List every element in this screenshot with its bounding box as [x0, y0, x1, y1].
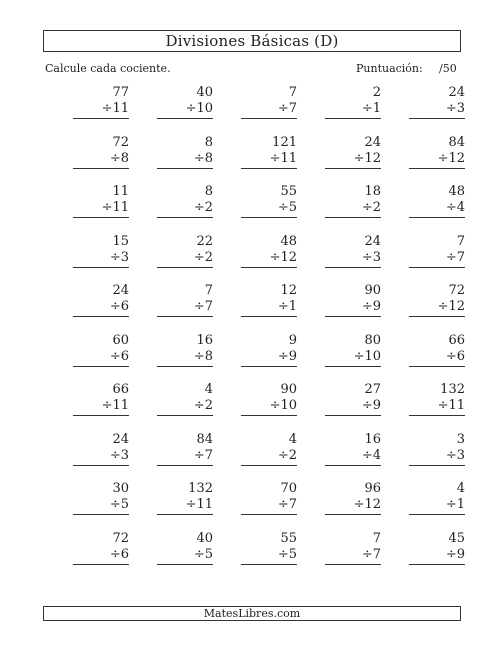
dividend: 84	[448, 134, 465, 150]
division-problem-stack	[73, 432, 129, 466]
divisor: ÷5	[241, 200, 297, 218]
divisor: ÷1	[241, 299, 297, 317]
division-problem	[297, 531, 381, 581]
divisor: ÷9	[325, 398, 381, 416]
dividend: 24	[112, 431, 129, 447]
dividend: 18	[364, 184, 381, 199]
divisor: ÷7	[157, 448, 213, 466]
division-problem-stack	[157, 283, 213, 317]
division-problem-stack	[73, 135, 129, 169]
divisor: ÷8	[73, 151, 129, 169]
division-problem	[129, 184, 213, 234]
division-problem	[213, 234, 297, 284]
dividend: 4	[456, 481, 465, 496]
division-problem	[45, 432, 129, 482]
problem-row	[45, 234, 465, 284]
divisor: ÷6	[73, 547, 129, 565]
dividend: 48	[448, 184, 465, 199]
dividend: 24	[364, 233, 381, 249]
problem-row	[45, 135, 465, 185]
divisor: ÷1	[325, 101, 381, 119]
division-problem-stack	[157, 333, 213, 367]
division-problem-stack	[73, 234, 129, 268]
divisor: ÷11	[73, 200, 129, 218]
divisor: ÷5	[73, 497, 129, 515]
footer-box	[43, 606, 461, 621]
dividend: 72	[112, 530, 129, 546]
dividend: 40	[196, 530, 213, 546]
division-problem	[381, 531, 465, 581]
division-problem	[297, 184, 381, 234]
division-problem-stack	[157, 85, 213, 119]
dividend: 22	[196, 233, 213, 249]
division-problem-stack	[325, 135, 381, 169]
division-problem-stack	[73, 184, 129, 218]
dividend: 72	[112, 134, 129, 150]
dividend: 96	[364, 481, 381, 496]
division-problem	[45, 184, 129, 234]
division-problem-stack	[73, 382, 129, 416]
divisor: ÷8	[157, 349, 213, 367]
divisor: ÷6	[409, 349, 465, 367]
division-problem	[129, 234, 213, 284]
division-problem-stack	[409, 234, 465, 268]
division-problem	[381, 382, 465, 432]
division-problem	[213, 85, 297, 135]
problem-row	[45, 333, 465, 383]
problem-row	[45, 481, 465, 531]
divisor: ÷2	[241, 448, 297, 466]
division-problem	[213, 531, 297, 581]
division-problem	[213, 432, 297, 482]
division-problem	[297, 432, 381, 482]
division-problem-stack	[409, 333, 465, 367]
divisor: ÷2	[157, 250, 213, 268]
division-problem	[297, 234, 381, 284]
divisor: ÷7	[241, 497, 297, 515]
division-problem-stack	[157, 234, 213, 268]
divisor: ÷3	[73, 250, 129, 268]
division-problem	[381, 432, 465, 482]
division-problem	[45, 85, 129, 135]
division-problem-stack	[325, 481, 381, 515]
division-problem	[129, 135, 213, 185]
divisor: ÷12	[241, 250, 297, 268]
division-problem-stack	[241, 234, 297, 268]
problem-row	[45, 184, 465, 234]
problem-row	[45, 283, 465, 333]
division-problem	[213, 382, 297, 432]
division-problem-stack	[241, 135, 297, 169]
division-problem-stack	[157, 531, 213, 565]
division-problem-stack	[409, 184, 465, 218]
dividend: 4	[288, 431, 297, 447]
divisor: ÷6	[73, 299, 129, 317]
division-problem	[129, 85, 213, 135]
dividend: 55	[280, 530, 297, 546]
divisor: ÷8	[157, 151, 213, 169]
problem-grid	[45, 85, 465, 580]
division-problem-stack	[73, 333, 129, 367]
division-problem	[381, 283, 465, 333]
divisor: ÷7	[157, 299, 213, 317]
division-problem-stack	[241, 283, 297, 317]
division-problem-stack	[325, 432, 381, 466]
dividend: 30	[112, 481, 129, 496]
division-problem	[381, 135, 465, 185]
division-problem-stack	[157, 184, 213, 218]
divisor: ÷11	[73, 101, 129, 119]
dividend: 27	[364, 382, 381, 397]
dividend: 24	[364, 134, 381, 150]
dividend: 3	[456, 431, 465, 447]
score-label: Puntuación:	[356, 62, 423, 75]
division-problem-stack	[409, 382, 465, 416]
division-problem	[45, 481, 129, 531]
division-problem-stack	[325, 85, 381, 119]
division-problem-stack	[409, 481, 465, 515]
problem-row	[45, 382, 465, 432]
worksheet-title: Divisiones Básicas (D)	[165, 32, 339, 50]
divisor: ÷3	[409, 448, 465, 466]
division-problem-stack	[325, 234, 381, 268]
division-problem-stack	[73, 85, 129, 119]
divisor: ÷9	[409, 547, 465, 565]
divisor: ÷5	[157, 547, 213, 565]
division-problem-stack	[157, 382, 213, 416]
division-problem	[381, 234, 465, 284]
division-problem	[45, 333, 129, 383]
dividend: 4	[204, 382, 213, 397]
division-problem-stack	[157, 481, 213, 515]
dividend: 7	[288, 85, 297, 100]
dividend: 8	[204, 134, 213, 150]
divisor: ÷10	[157, 101, 213, 119]
dividend: 132	[440, 382, 465, 397]
divisor: ÷3	[325, 250, 381, 268]
division-problem	[45, 283, 129, 333]
division-problem-stack	[157, 135, 213, 169]
division-problem	[381, 184, 465, 234]
dividend: 11	[112, 184, 129, 199]
division-problem	[297, 382, 381, 432]
division-problem	[297, 85, 381, 135]
division-problem-stack	[73, 481, 129, 515]
division-problem-stack	[409, 135, 465, 169]
division-problem	[213, 184, 297, 234]
dividend: 70	[280, 481, 297, 496]
division-problem-stack	[241, 184, 297, 218]
dividend: 80	[364, 332, 381, 348]
division-problem	[213, 333, 297, 383]
division-problem	[129, 333, 213, 383]
division-problem-stack	[325, 184, 381, 218]
division-problem	[297, 481, 381, 531]
dividend: 55	[280, 184, 297, 199]
divisor: ÷7	[325, 547, 381, 565]
dividend: 45	[448, 530, 465, 546]
footer-site-name: MatesLibres.com	[203, 607, 301, 620]
division-problem-stack	[325, 382, 381, 416]
dividend: 90	[364, 283, 381, 298]
division-problem	[213, 283, 297, 333]
division-problem	[129, 531, 213, 581]
dividend: 24	[448, 85, 465, 100]
divisor: ÷11	[73, 398, 129, 416]
division-problem	[129, 432, 213, 482]
division-problem	[297, 135, 381, 185]
problem-row	[45, 432, 465, 482]
worksheet-title-box	[43, 30, 461, 52]
division-problem	[213, 135, 297, 185]
divisor: ÷9	[325, 299, 381, 317]
division-problem-stack	[241, 481, 297, 515]
division-problem-stack	[409, 283, 465, 317]
divisor: ÷12	[325, 151, 381, 169]
division-problem-stack	[241, 531, 297, 565]
division-problem-stack	[325, 531, 381, 565]
division-problem-stack	[241, 333, 297, 367]
divisor: ÷2	[325, 200, 381, 218]
dividend: 66	[112, 382, 129, 397]
divisor: ÷2	[157, 200, 213, 218]
dividend: 84	[196, 431, 213, 447]
division-problem-stack	[241, 382, 297, 416]
division-problem	[129, 382, 213, 432]
dividend: 16	[364, 431, 381, 447]
dividend: 7	[372, 530, 381, 546]
division-problem-stack	[241, 85, 297, 119]
problem-row	[45, 531, 465, 581]
division-problem-stack	[157, 432, 213, 466]
division-problem-stack	[241, 432, 297, 466]
division-problem-stack	[325, 283, 381, 317]
divisor: ÷3	[73, 448, 129, 466]
dividend: 12	[280, 283, 297, 298]
dividend: 40	[196, 85, 213, 100]
division-problem	[45, 135, 129, 185]
division-problem	[45, 531, 129, 581]
division-problem-stack	[325, 333, 381, 367]
dividend: 66	[448, 332, 465, 348]
division-problem	[381, 85, 465, 135]
division-problem	[213, 481, 297, 531]
division-problem-stack	[73, 283, 129, 317]
dividend: 60	[112, 332, 129, 348]
instructions-text: Calcule cada cociente.	[45, 62, 171, 75]
dividend: 8	[204, 184, 213, 199]
problem-row	[45, 85, 465, 135]
divisor: ÷12	[409, 151, 465, 169]
division-problem	[129, 283, 213, 333]
divisor: ÷9	[241, 349, 297, 367]
dividend: 132	[188, 481, 213, 496]
dividend: 72	[448, 283, 465, 298]
division-problem-stack	[409, 85, 465, 119]
division-problem	[381, 481, 465, 531]
dividend: 77	[112, 85, 129, 100]
divisor: ÷7	[241, 101, 297, 119]
dividend: 48	[280, 233, 297, 249]
divisor: ÷5	[241, 547, 297, 565]
divisor: ÷6	[73, 349, 129, 367]
divisor: ÷4	[409, 200, 465, 218]
divisor: ÷12	[325, 497, 381, 515]
divisor: ÷1	[409, 497, 465, 515]
divisor: ÷7	[409, 250, 465, 268]
divisor: ÷2	[157, 398, 213, 416]
division-problem	[45, 234, 129, 284]
divisor: ÷10	[325, 349, 381, 367]
divisor: ÷11	[241, 151, 297, 169]
score-total: /50	[439, 62, 457, 75]
divisor: ÷12	[409, 299, 465, 317]
dividend: 15	[112, 233, 129, 249]
division-problem	[129, 481, 213, 531]
dividend: 9	[288, 332, 297, 348]
divisor: ÷11	[157, 497, 213, 515]
division-problem	[297, 333, 381, 383]
division-problem-stack	[73, 531, 129, 565]
division-problem	[381, 333, 465, 383]
divisor: ÷4	[325, 448, 381, 466]
dividend: 121	[272, 134, 297, 150]
dividend: 90	[280, 382, 297, 397]
divisor: ÷11	[409, 398, 465, 416]
dividend: 7	[204, 283, 213, 298]
division-problem	[45, 382, 129, 432]
dividend: 16	[196, 332, 213, 348]
division-problem	[297, 283, 381, 333]
division-problem-stack	[409, 432, 465, 466]
dividend: 24	[112, 283, 129, 298]
dividend: 2	[372, 85, 381, 100]
divisor: ÷3	[409, 101, 465, 119]
division-problem-stack	[409, 531, 465, 565]
dividend: 7	[456, 233, 465, 249]
divisor: ÷10	[241, 398, 297, 416]
